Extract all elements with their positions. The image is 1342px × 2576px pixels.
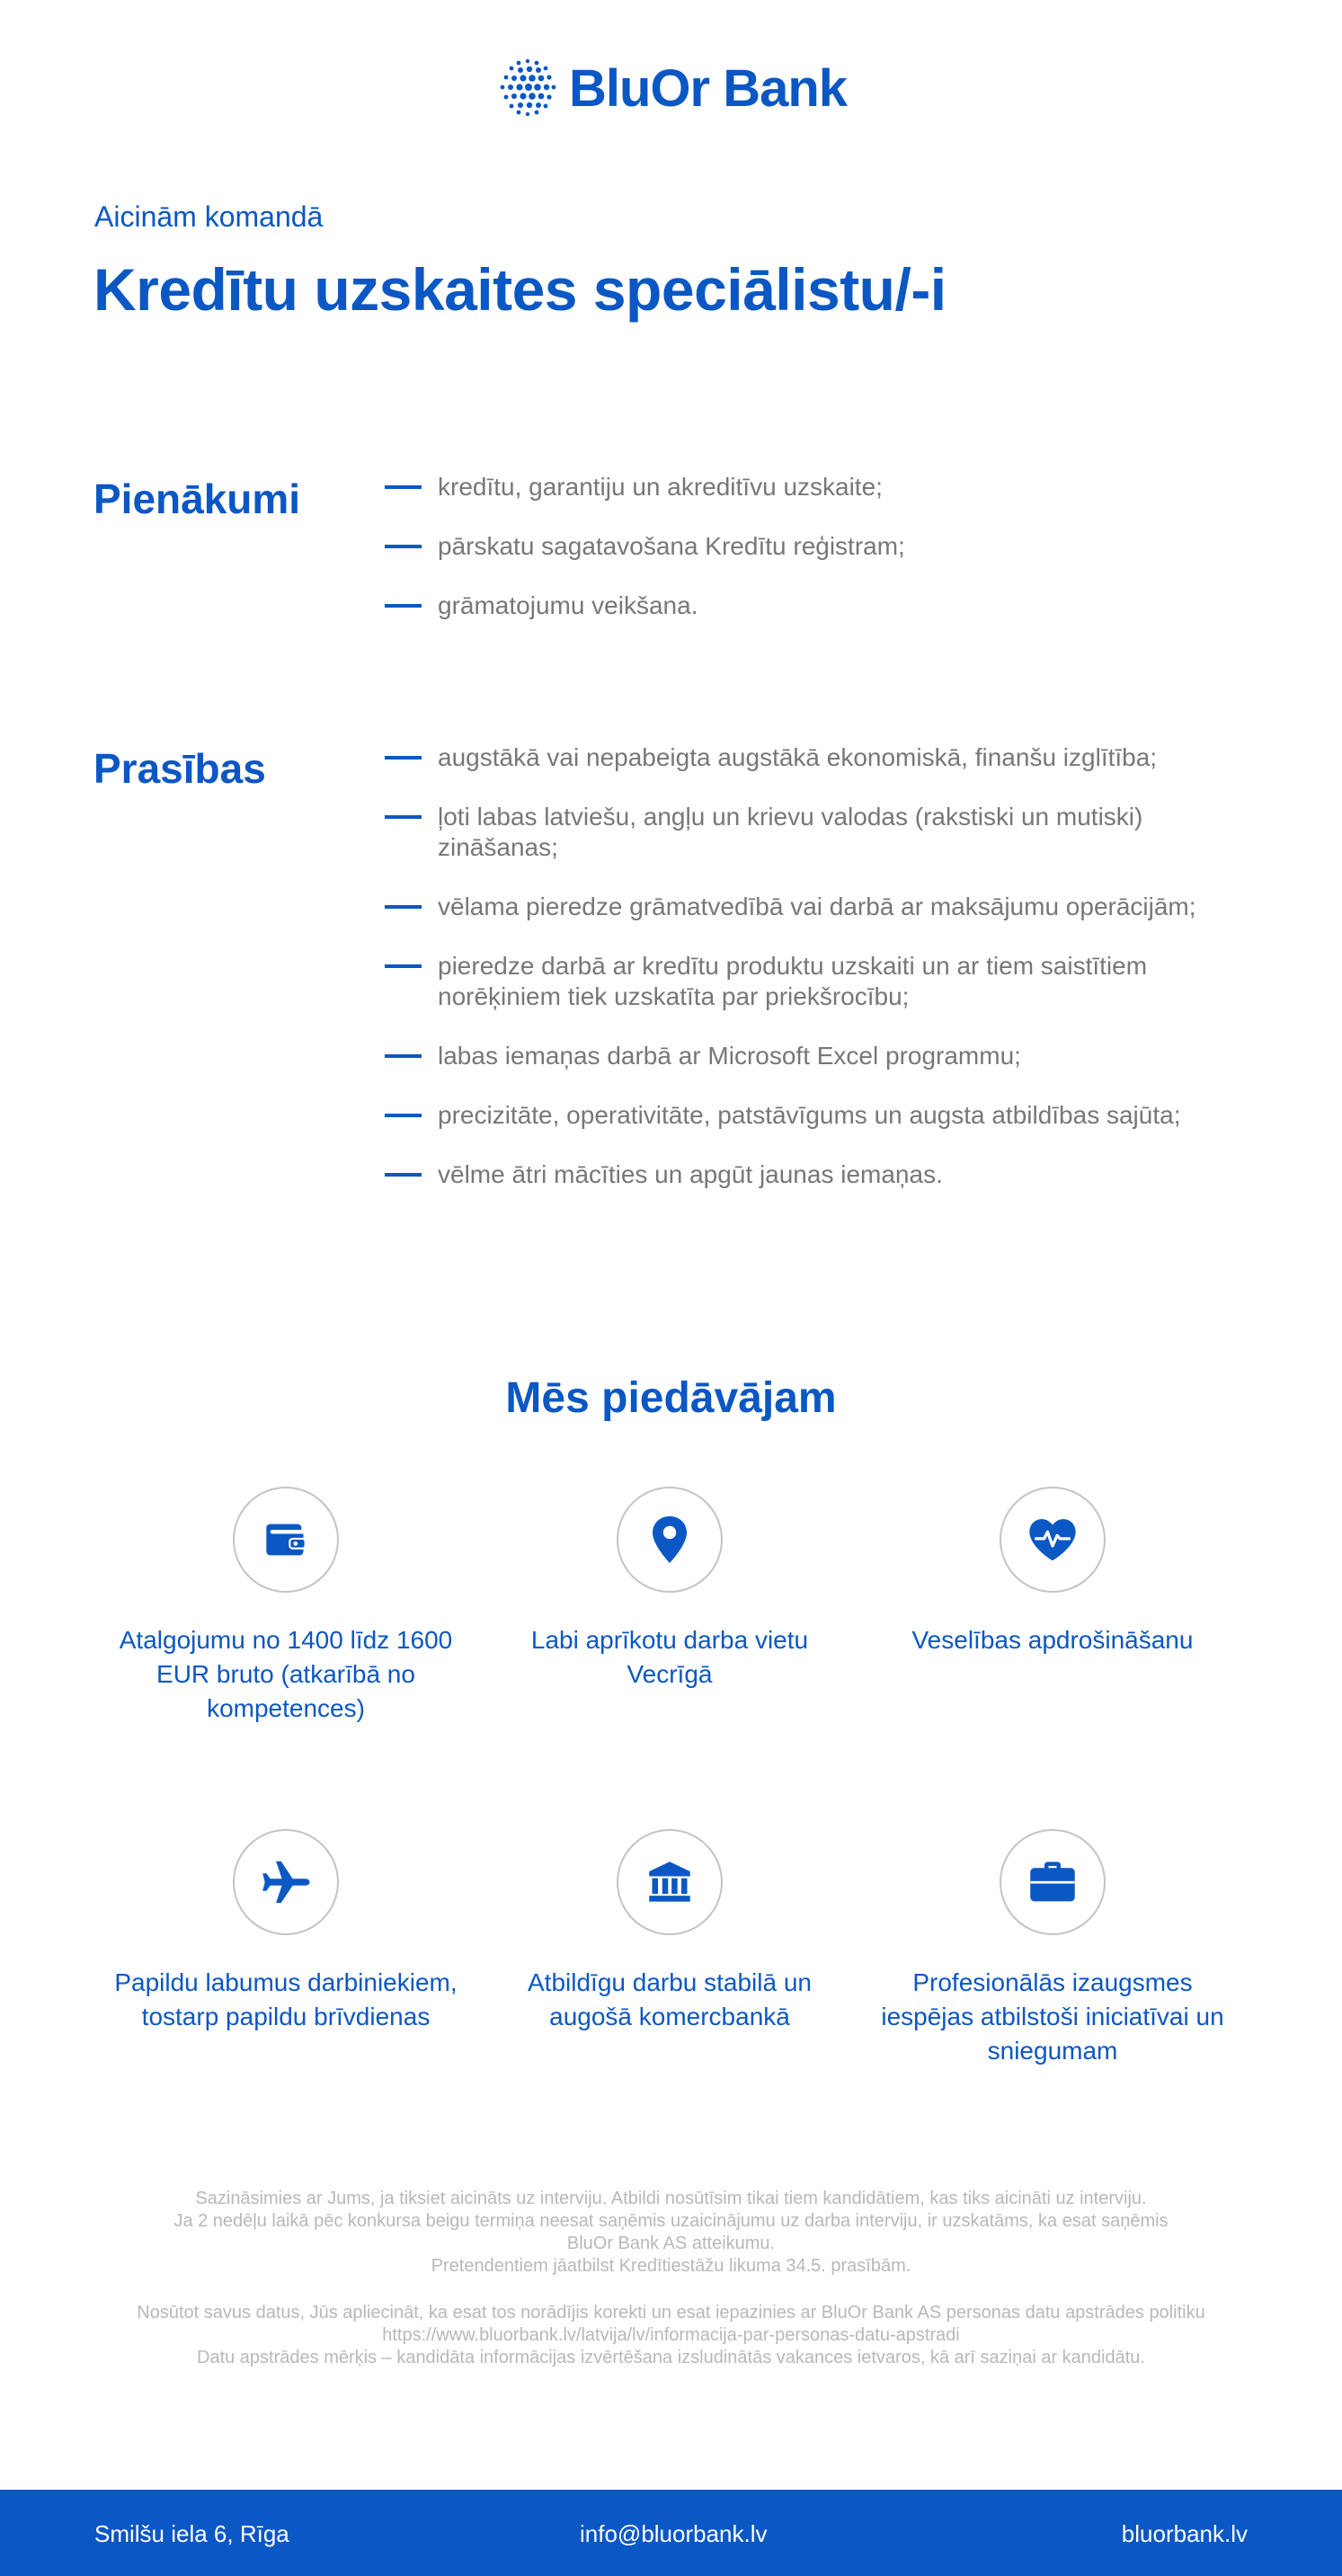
icon-circle: [233, 1829, 339, 1935]
footer-address: Smilšu iela 6, Rīga: [94, 2520, 289, 2547]
footer-email-link[interactable]: info@bluorbank.lv: [580, 2520, 768, 2547]
offer-item: [873, 1487, 1232, 1657]
dash-bullet: [385, 1114, 422, 1117]
fine-print-block: [54, 2188, 1288, 2278]
list-item-text: pieredze darbā ar kredītu produktu uzskaiti un ar tiem saistītiem norēķiniem tiek uzskatīta par priekšrocību;: [438, 952, 1148, 1010]
offer-item: [873, 1829, 1232, 2068]
offer-item: [490, 1487, 849, 1692]
icon-circle: [617, 1487, 723, 1593]
list-item-text: kredītu, garantiju un akreditīvu uzskaite;: [438, 473, 883, 501]
offer-item: [106, 1829, 466, 2034]
dash-bullet: [385, 1054, 422, 1058]
offer-label: Papildu labumus darbiniekiem, tostarp papildu brīvdienas: [114, 1968, 458, 2030]
bank-building-icon: [646, 1859, 693, 1905]
offer-label: Labi aprīkotu darba vietu Vecrīgā: [530, 1626, 809, 1688]
requirements-list: [385, 742, 1248, 1190]
requirements-title: Prasības: [93, 745, 266, 792]
icon-circle: [1000, 1829, 1106, 1935]
fine-print-line: Datu apstrādes mērķis – kandidāta informācijas izvērtēšana izsludinātās vakances ietvaros, kā arī saziņai ar kandidātu.: [197, 2348, 1145, 2367]
briefcase-icon: [1028, 1861, 1077, 1904]
duties-list: [385, 472, 1248, 621]
dash-bullet: [385, 545, 422, 548]
privacy-policy-link[interactable]: https://www.bluorbank.lv/latvija/lv/informacija-par-personas-datu-apstradi: [382, 2325, 960, 2345]
list-item-text: labas iemaņas darbā ar Microsoft Excel programmu;: [438, 1042, 1021, 1070]
offer-label: Profesionālās izaugsmes iespējas atbilstoši iniciatīvai un sniegumam: [881, 1968, 1224, 2065]
list-item: [385, 472, 1248, 502]
list-item: [385, 742, 1248, 773]
dash-bullet: [385, 815, 422, 819]
bluor-logo-icon: [495, 56, 560, 120]
dash-bullet: [385, 964, 422, 968]
list-item-text: grāmatojumu veikšana.: [438, 591, 698, 619]
page-title: Kredītu uzskaites speciālistu/-i: [93, 256, 947, 323]
icon-circle: [1000, 1487, 1106, 1593]
fine-print-line: BluOr Bank AS atteikumu.: [566, 2234, 776, 2253]
duties-title: Pienākumi: [93, 475, 301, 522]
footer: [0, 2490, 1342, 2576]
location-pin-icon: [648, 1515, 691, 1565]
list-item-text: pārskatu sagatavošana Kredītu reģistram;: [438, 532, 905, 560]
list-item-text: ļoti labas latviešu, angļu un krievu valodas (rakstiski un mutiski) zināšanas;: [438, 803, 1143, 861]
offer-label: Atbildīgu darbu stabilā un augošā komercbankā: [528, 1968, 812, 2030]
heart-pulse-icon: [1027, 1516, 1078, 1563]
list-item-text: vēlme ātri mācīties un apgūt jaunas iemaņas.: [438, 1160, 943, 1188]
dash-bullet: [385, 905, 422, 909]
dash-bullet: [385, 485, 422, 489]
offers-title: Mēs piedāvājam: [505, 1374, 837, 1422]
list-item: [385, 802, 1248, 863]
list-item: [385, 1100, 1248, 1131]
list-item-text: augstākā vai nepabeigta augstākā ekonomiskā, finanšu izglītība;: [438, 743, 1158, 771]
airplane-icon: [259, 1859, 313, 1905]
offer-item: [490, 1829, 849, 2034]
fine-print-line: Pretendentiem jāatbilst Kredītiestāžu likuma 34.5. prasībām.: [431, 2256, 911, 2276]
list-item-text: precizitāte, operativitāte, patstāvīgums un augsta atbildības sajūta;: [438, 1101, 1181, 1129]
privacy-notice-block: [54, 2302, 1288, 2369]
logo: [0, 56, 1342, 120]
fine-print-line: Sazināsimies ar Jums, ja tiksiet aicināts uz interviju. Atbildi nosūtīsim tikai tiem kandidātiem, kas tiks aicināti uz interviju.: [195, 2189, 1147, 2208]
list-item: [385, 531, 1248, 562]
offer-item: [106, 1487, 466, 1726]
list-item: [385, 951, 1248, 1012]
list-item-text: vēlama pieredze grāmatvedībā vai darbā ar maksājumu operācijām;: [438, 893, 1196, 920]
footer-website-link[interactable]: bluorbank.lv: [1121, 2520, 1248, 2547]
icon-circle: [617, 1829, 723, 1935]
offer-label: Atalgojumu no 1400 līdz 1600 EUR bruto (atkarībā no kompetences): [119, 1626, 453, 1722]
intro-text: Aicinām komandā: [94, 200, 324, 233]
list-item: [385, 591, 1248, 621]
list-item: [385, 1041, 1248, 1071]
fine-print-line: Nosūtot savus datus, Jūs apliecināt, ka esat tos norādījis korekti un esat iepazinies ar BluOr Bank AS personas datu apstrādes politiku: [137, 2303, 1205, 2323]
list-item: [385, 892, 1248, 922]
wallet-icon: [262, 1516, 309, 1563]
list-item: [385, 1159, 1248, 1190]
fine-print-line: Ja 2 nedēļu laikā pēc konkursa beigu termiņa neesat saņēmis uzaicinājumu uz darba interviju, ir uzskatāms, ka esat saņēmis: [173, 2211, 1169, 2231]
dash-bullet: [385, 604, 422, 608]
icon-circle: [233, 1487, 339, 1593]
brand-name: BluOr Bank: [568, 58, 848, 118]
offer-label: Veselības apdrošināšanu: [911, 1626, 1194, 1654]
dash-bullet: [385, 756, 422, 759]
dash-bullet: [385, 1173, 422, 1177]
